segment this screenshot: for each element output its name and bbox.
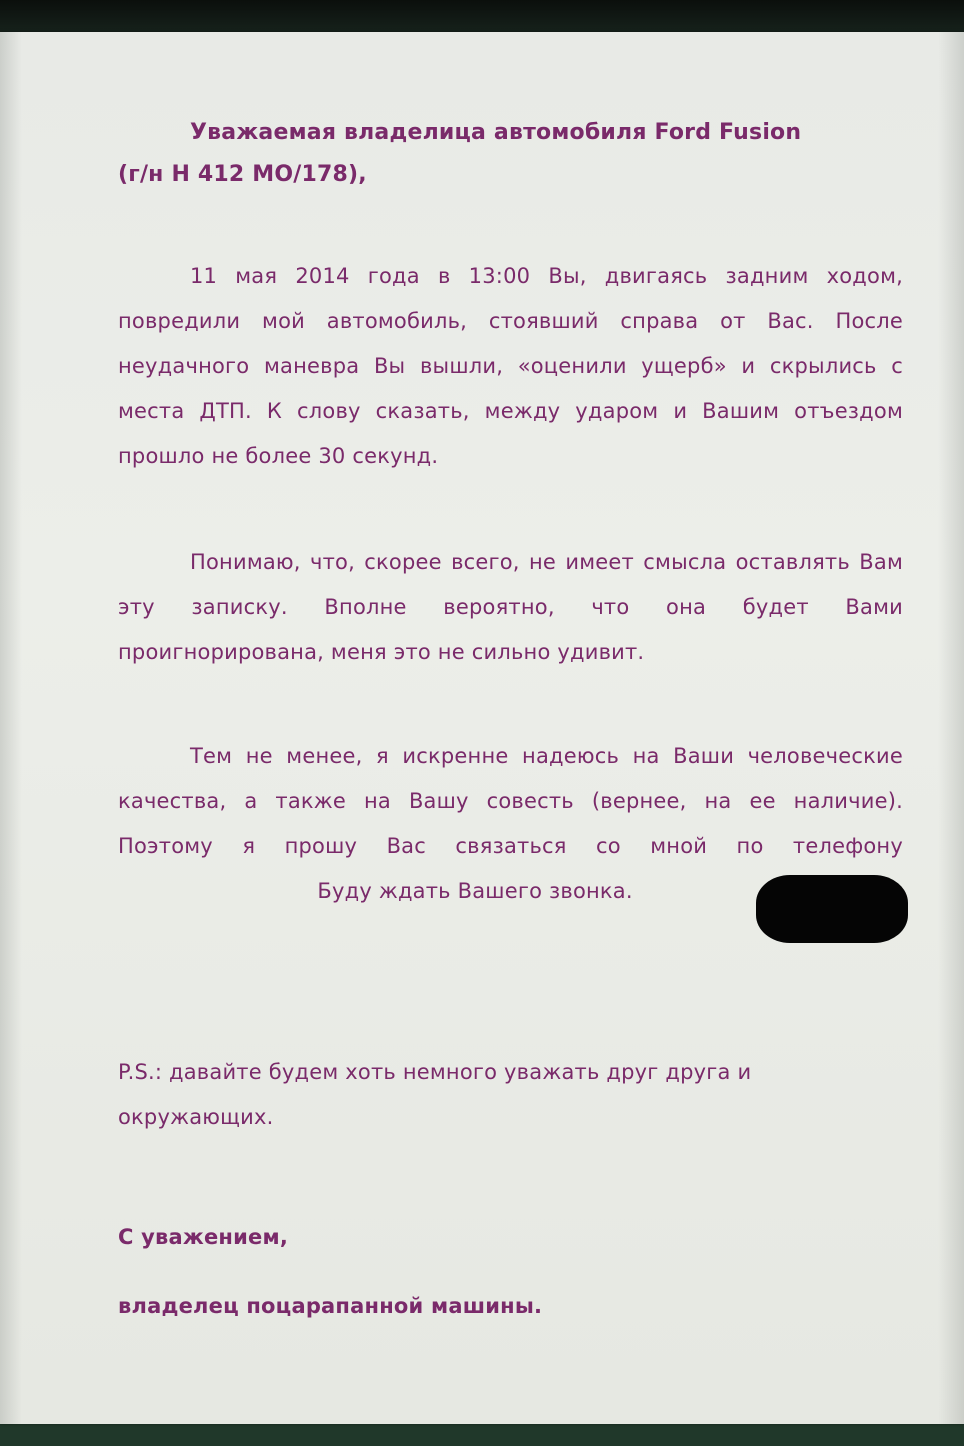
phone-redaction xyxy=(756,875,908,943)
letter-sheet xyxy=(0,32,964,1424)
closing: С уважением, xyxy=(118,1225,289,1249)
salutation xyxy=(118,112,898,196)
paragraph-note: Понимаю, что, скорее всего, не имеет смысла оставлять Вам эту записку. Вполне вероятно, что она будет Вами проигнорирована, меня это не сильно удивит. xyxy=(118,550,903,664)
paragraph-request: Тем не менее, я искренне надеюсь на Ваши человеческие качества, а также на Вашу совесть (вернее, на ее наличие). Поэтому я прошу Вас связаться со мной по телефону Буду ждать Вашего звонка. xyxy=(118,744,903,903)
salutation-line-1: Уважаемая владелица автомобиля Ford Fusion xyxy=(190,120,802,145)
signature: владелец поцарапанной машины. xyxy=(118,1294,543,1318)
paragraph-incident: 11 мая 2014 года в 13:00 Вы, двигаясь задним ходом, повредили мой автомобиль, стоявший справа от Вас. После неудачного маневра Вы вышли, «оценили ущерб» и скрылись с места ДТП. К слову сказать, между ударом и Вашим отъездом прошло не более 30 секунд. xyxy=(118,264,903,468)
postscript: P.S.: давайте будем хоть немного уважать друг друга и окружающих. xyxy=(118,1060,752,1129)
salutation-line-2: (г/н Н 412 МО/178), xyxy=(118,162,367,187)
